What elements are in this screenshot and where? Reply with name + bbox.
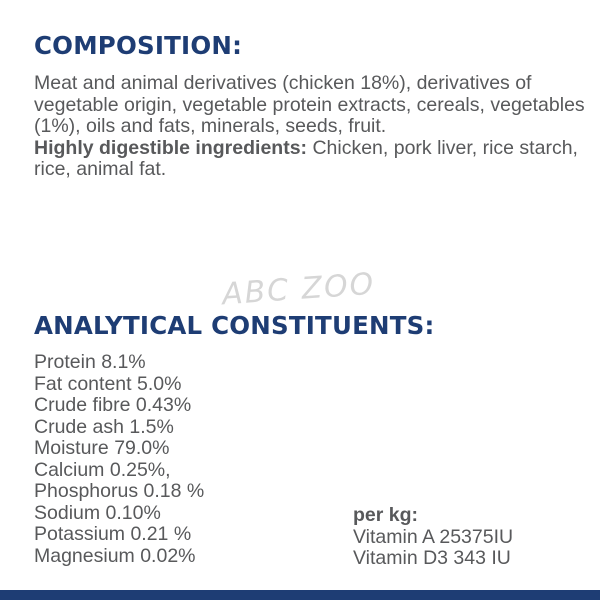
digestible-ingredients-label: Highly digestible ingredients: — [34, 136, 308, 159]
composition-heading: COMPOSITION: — [34, 31, 243, 60]
per-kg-section — [353, 505, 513, 570]
constituent-sodium: Sodium 0.10% — [34, 501, 161, 524]
composition-text: Meat and animal derivatives (chicken 18%), derivatives of vegetable origin, vegetable protein extracts, cereals, vegetables (1%), oils and fats, minerals, seeds, fruit. — [34, 72, 585, 137]
per-kg-label: per kg: — [353, 504, 419, 526]
digestible-ingredients — [34, 138, 594, 181]
analytical-constituents-heading: ANALYTICAL CONSTITUENTS: — [34, 311, 435, 340]
constituent-fat: Fat content 5.0% — [34, 372, 182, 395]
constituent-crude-fibre: Crude fibre 0.43% — [34, 394, 192, 416]
bottom-bar — [0, 590, 600, 600]
vitamin-d3: Vitamin D3 343 IU — [353, 547, 511, 569]
watermark: ABC ZOO — [220, 266, 377, 313]
constituent-moisture: Moisture 79.0% — [34, 437, 170, 459]
constituent-potassium: Potassium 0.21 % — [34, 523, 192, 545]
constituent-crude-ash: Crude ash 1.5% — [34, 415, 174, 438]
constituent-calcium: Calcium 0.25%, — [34, 458, 171, 481]
constituent-protein: Protein 8.1% — [34, 351, 146, 373]
digestible-ingredients-text: Chicken, pork liver, rice starch, rice, animal fat. — [34, 136, 578, 180]
constituents-list — [34, 352, 204, 567]
constituent-magnesium: Magnesium 0.02% — [34, 544, 196, 567]
vitamin-a: Vitamin A 25375IU — [353, 525, 514, 548]
constituent-phosphorus: Phosphorus 0.18 % — [34, 480, 205, 502]
composition-section — [34, 73, 594, 181]
